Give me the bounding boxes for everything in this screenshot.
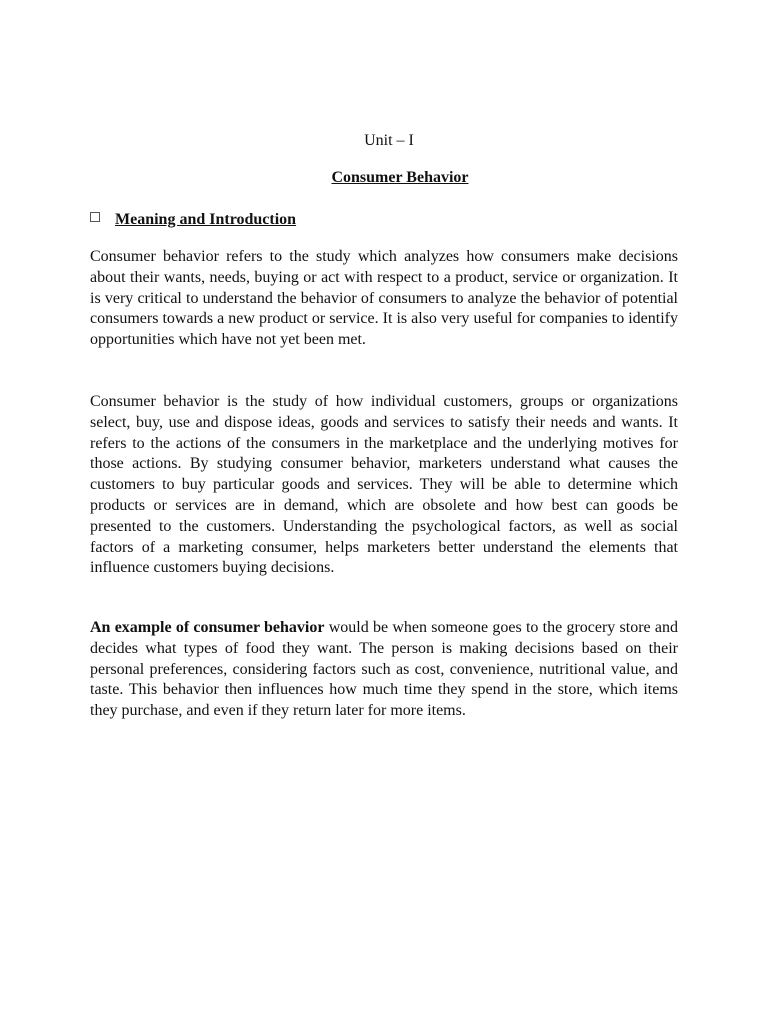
checkbox-icon	[90, 212, 100, 222]
paragraph-2: Consumer behavior is the study of how individual customers, groups or organizations select, buy, use and dispose ideas, goods and services to satisfy their needs and wants. It refers to the actions of the consumers in the marketplace and the underlying motives for those actions. By studying consumer behavior, marketers understand what causes the customers to buy particular goods and services. They will be able to determine which products or services are in demand, which are obsolete and how best can goods be presented to the customers. Understanding the psychological factors, as well as social factors of a marketing consumer, helps marketers better understand the elements that influence customers buying decisions.	[90, 393, 678, 577]
unit-title: Unit – I	[364, 132, 414, 149]
section-heading-label: Meaning and Introduction	[115, 211, 297, 228]
paragraph-3-bold-lead: An example of consumer behavior	[90, 619, 325, 636]
section-heading	[90, 209, 296, 231]
paragraph-1: Consumer behavior refers to the study which analyzes how consumers make decisions about their wants, needs, buying or act with respect to a product, service or organization. It is very critical to understand the behavior of consumers to analyze the behavior of potential consumers towards a new product or service. It is also very useful for companies to identify opportunities which have not yet been met.	[90, 248, 678, 349]
paragraph-3	[90, 618, 678, 722]
paragraph-3-text: would be when someone goes to the grocery store and decides what types of food they want. The person is making decisions based on their personal preferences, considering factors such as cost, convenience, nutritional value, and taste. This behavior then influences how much time they spend in the store, which items they purchase, and even if they return later for more items.	[90, 619, 679, 720]
document-title: Consumer Behavior	[331, 169, 469, 186]
